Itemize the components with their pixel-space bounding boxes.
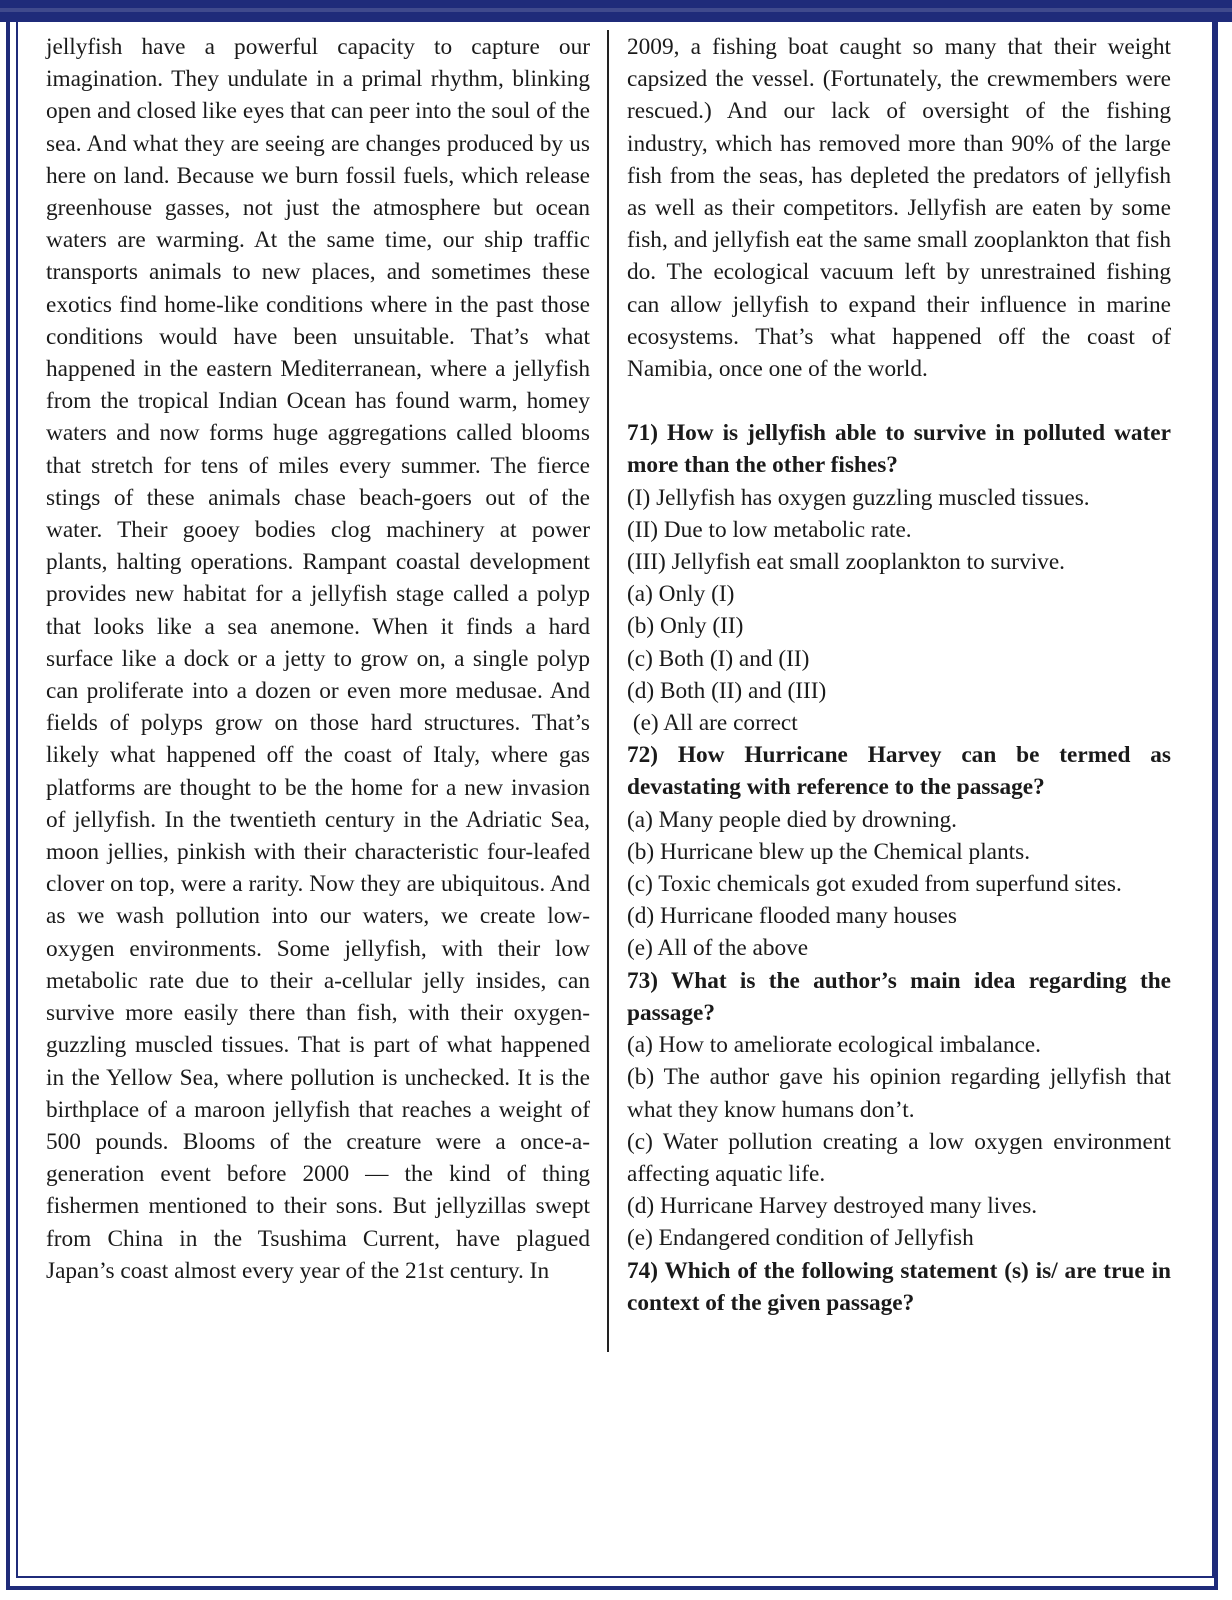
option-item: (a) Only (I) — [627, 581, 735, 608]
statement-item: (III) Jellyfish eat small zooplankton to survive. — [627, 549, 1065, 576]
option-item: (d) Hurricane flooded many houses — [627, 903, 957, 930]
option-item: (b) Only (II) — [627, 613, 744, 640]
option-item: (e) All of the above — [627, 935, 809, 962]
left-column — [46, 31, 590, 1287]
option-item: (a) Many people died by drowning. — [627, 806, 957, 833]
question-text: 74) Which of the following statement (s) is/ are true in context of the given passage? — [627, 1257, 1171, 1316]
option-item: (a) How to ameliorate ecological imbalance. — [627, 1032, 1041, 1059]
option-item: (b) The author gave his opinion regarding jellyfish that what they know humans don’t. — [627, 1064, 1171, 1123]
question-text: 73) What is the author’s main idea regarding the passage? — [627, 967, 1171, 1026]
option-item: (e) Endangered condition of Jellyfish — [627, 1225, 974, 1252]
question-text: 71) How is jellyfish able to survive in polluted water more than the other fishes? — [627, 420, 1171, 479]
option-item: (c) Toxic chemicals got exuded from superfund sites. — [627, 871, 1122, 898]
spacer — [627, 385, 1171, 417]
option-item: (c) Both (I) and (II) — [627, 645, 810, 672]
passage-text-right: 2009, a fishing boat caught so many that their weight capsized the vessel. (Fortunately, the crewmembers were rescued.) And our lack of oversight of the fishing industry, which has removed more than 90% of the large fish from the seas, has depleted the predators of jellyfish as well as their competitors. Jellyfish are eaten by some fish, and jellyfish eat the same small zooplankton that fish do. The ecological vacuum left by unrestrained fishing can allow jellyfish to expand their influence in marine ecosystems. That’s what happened off the coast of Namibia, once one of the world. — [627, 34, 1171, 383]
question-72 — [627, 739, 1171, 964]
header-bar-shine — [0, 8, 1232, 12]
option-item: (d) Hurricane Harvey destroyed many lives. — [627, 1193, 1038, 1220]
passage-text-left: jellyfish have a powerful capacity to capture our imagination. They undulate in a primal rhythm, blinking open and closed like eyes that can peer into the soul of the sea. And what they are seeing are changes produced by us here on land. Because we burn fossil fuels, which release greenhouse gasses, not just the atmosphere but ocean waters are warming. At the same time, our ship traffic transports animals to new places, and sometimes these exotics find home-like conditions where in the past those conditions would have been unsuitable. That’s what happened in the eastern Mediterranean, where a jellyfish from the tropical Indian Ocean has found warm, homey waters and now forms huge aggregations called blooms that stretch for tens of miles every summer. The fierce stings of these animals chase beach-goers out of the water. Their gooey bodies clog machinery at power plants, halting operations. Rampant coastal development provides new habitat for a jellyfish stage called a polyp that looks like a sea anemone. When it finds a hard surface like a dock or a jetty to grow on, a single polyp can proliferate into a dozen or even more medusae. And fields of polyps grow on those hard structures. That’s likely what happened off the coast of Italy, where gas platforms are thought to be the home for a new invasion of jellyfish. In the twentieth century in the Adriatic Sea, moon jellies, pinkish with their characteristic four-leafed clover on top, were a rarity. Now they are ubiquitous. And as we wash pollution into our waters, we create low- oxygen environments. Some jellyfish, with their low metabolic rate due to their a-cellular jelly insides, can survive more easily there than fish, with their oxygen-guzzling muscled tissues. That is part of what happened in the Yellow Sea, where pollution is unchecked. It is the birthplace of a maroon jellyfish that reaches a weight of 500 pounds. Blooms of the creature were a once-a-generation event before 2000 — the kind of thing fishermen mentioned to their sons. But jellyzillas swept from China in the Tsushima Current, have plagued Japan’s coast almost every year of the 21st century. In — [46, 34, 590, 1284]
question-74 — [627, 1255, 1171, 1319]
question-73 — [627, 965, 1171, 1255]
right-column — [627, 31, 1171, 1319]
option-item: (b) Hurricane blew up the Chemical plants. — [627, 838, 1031, 865]
option-item: (d) Both (II) and (III) — [627, 677, 827, 704]
statement-item: (II) Due to low metabolic rate. — [627, 516, 912, 543]
question-text: 72) How Hurricane Harvey can be termed as devastating with reference to the passage? — [627, 742, 1171, 801]
option-item: (e) All are correct — [627, 710, 798, 737]
option-item: (c) Water pollution creating a low oxygen environment affecting aquatic life. — [627, 1128, 1171, 1187]
column-divider — [607, 30, 609, 1352]
statement-item: (I) Jellyfish has oxygen guzzling muscled tissues. — [627, 484, 1090, 511]
question-71 — [627, 417, 1171, 739]
